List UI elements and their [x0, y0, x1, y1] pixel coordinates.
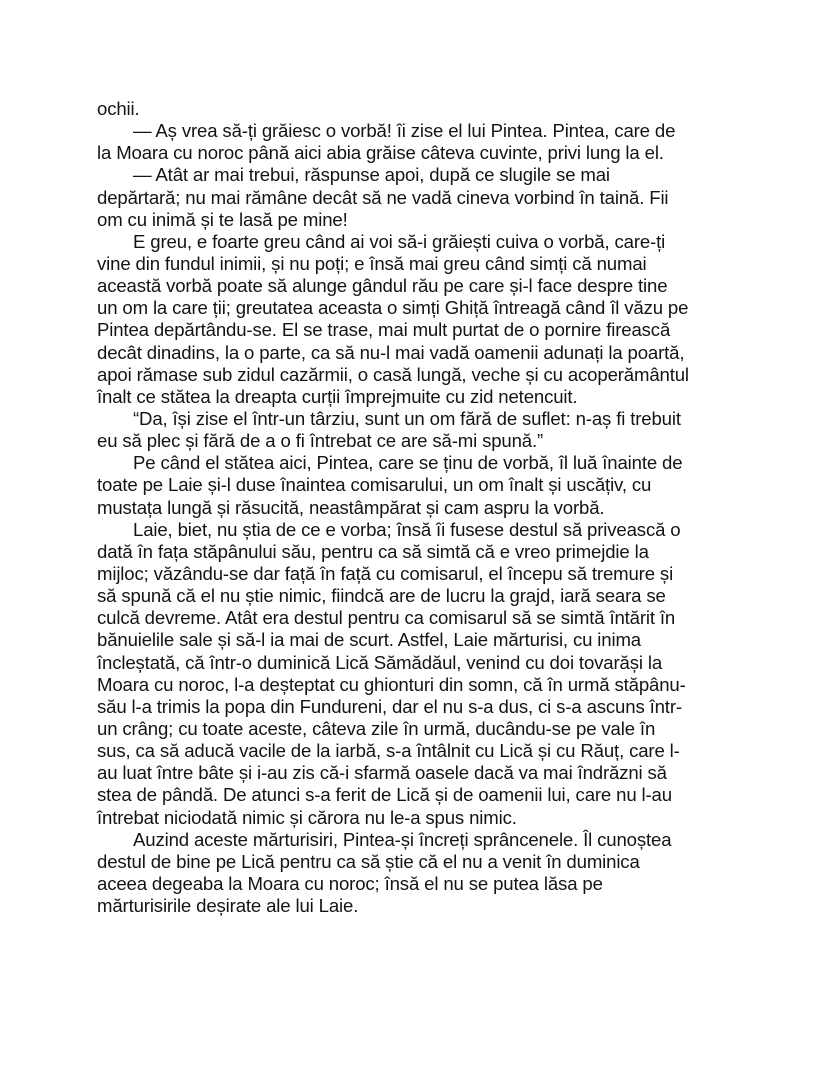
text-line: stea de pândă. De atunci s-a ferit de Lică și de oamenii lui, care nu l-au — [97, 784, 672, 806]
text-line: E greu, e foarte greu când ai voi să-i grăiești cuiva o vorbă, care-ți — [133, 230, 666, 252]
text-line: dată în fața stăpânului său, pentru ca să simtă că e vreo primejdie la — [97, 540, 649, 562]
text-line: om cu inimă și te lasă pe mine! — [97, 208, 348, 230]
text-line: Laie, biet, nu știa de ce e vorba; însă îi fusese destul să privească o — [133, 518, 681, 540]
text-line: “Da, își zise el într-un târziu, sunt un om fără de suflet: n-aș fi trebuit — [133, 407, 681, 429]
text-line: Pintea depărtându-se. El se trase, mai mult purtat de o pornire firească — [97, 319, 671, 341]
text-line: să spună că el nu știe nimic, fiindcă are de lucru la grajd, iară seara se — [97, 585, 666, 607]
text-line: aceea degeaba la Moara cu noroc; însă el nu se putea lăsa pe — [97, 872, 603, 894]
text-line: — Atât ar mai trebui, răspunse apoi, după ce slugile se mai — [133, 164, 610, 186]
text-line: mijloc; văzându-se dar față în față cu comisarul, el începu să tremure și — [97, 562, 674, 584]
text-line: toate pe Laie și-l duse înaintea comisarului, un om înalt și uscățiv, cu — [97, 474, 652, 496]
text-line: decât dinadins, la o parte, ca să nu-l mai vadă oamenii adunați la poartă, — [97, 341, 685, 363]
text-line: culcă devreme. Atât era destul pentru ca comisarul să se simtă întărit în — [97, 607, 676, 629]
text-line: sus, ca să aducă vacile de la iarbă, s-a întâlnit cu Lică și cu Răuț, care l- — [97, 740, 680, 762]
text-line: la Moara cu noroc până aici abia grăise câteva cuvinte, privi lung la el. — [97, 142, 664, 164]
text-line: întrebat niciodată nimic și cărora nu le-a spus nimic. — [97, 806, 517, 828]
text-line: Auzind aceste mărturisiri, Pintea-și încreți sprâncenele. Îl cunoștea — [133, 828, 672, 850]
text-line: această vorbă poate să alunge gândul rău pe care și-l face despre tine — [97, 275, 668, 297]
text-line: depărtară; nu mai rămâne decât să ne vadă cineva vorbind în taină. Fii — [97, 186, 669, 208]
text-line: eu să plec și fără de a o fi întrebat ce are să-mi spună.” — [97, 430, 544, 452]
text-line: destul de bine pe Lică pentru ca să știe că el nu a venit în duminica — [97, 850, 640, 872]
text-line: apoi rămase sub zidul cazărmii, o casă lungă, veche și cu acoperământul — [97, 363, 689, 385]
text-line: vine din fundul inimii, și nu poți; e însă mai greu când simți că numai — [97, 252, 647, 274]
text-line: mustața lungă și răsucită, neastâmpărat și cam aspru la vorbă. — [97, 496, 605, 518]
text-line: bănuielile sale și să-l ia mai de scurt. Astfel, Laie mărturisi, cu inima — [97, 629, 641, 651]
text-line: mărturisirile deșirate ale lui Laie. — [97, 895, 359, 917]
text-line: un om la care ții; greutatea aceasta o simți Ghiță întreagă când îl văzu pe — [97, 297, 689, 319]
text-line: — Aș vrea să-ți grăiesc o vorbă! îi zise el lui Pintea. Pintea, care de — [133, 120, 676, 142]
text-line: înalt ce stătea la dreapta curții împrejmuite cu zid netencuit. — [97, 385, 578, 407]
document-page — [97, 98, 737, 917]
text-line: ochii. — [97, 98, 140, 119]
text-line: său l-a trimis la popa din Fundureni, dar el nu s-a dus, ci s-a ascuns într- — [97, 695, 682, 717]
text-line: Pe când el stătea aici, Pintea, care se ținu de vorbă, îl luă înainte de — [133, 452, 683, 474]
text-line: au luat între bâte și i-au zis că-i sfarmă oasele dacă va mai îndrăzni să — [97, 762, 667, 784]
text-line: încleștată, că într-o duminică Lică Sămădăul, venind cu doi tovarăși la — [97, 651, 663, 673]
text-line: Moara cu noroc, l-a deșteptat cu ghionturi din somn, că în urmă stăpânu- — [97, 673, 686, 695]
text-line: un crâng; cu toate aceste, câteva zile în urmă, ducându-se pe vale în — [97, 717, 656, 739]
